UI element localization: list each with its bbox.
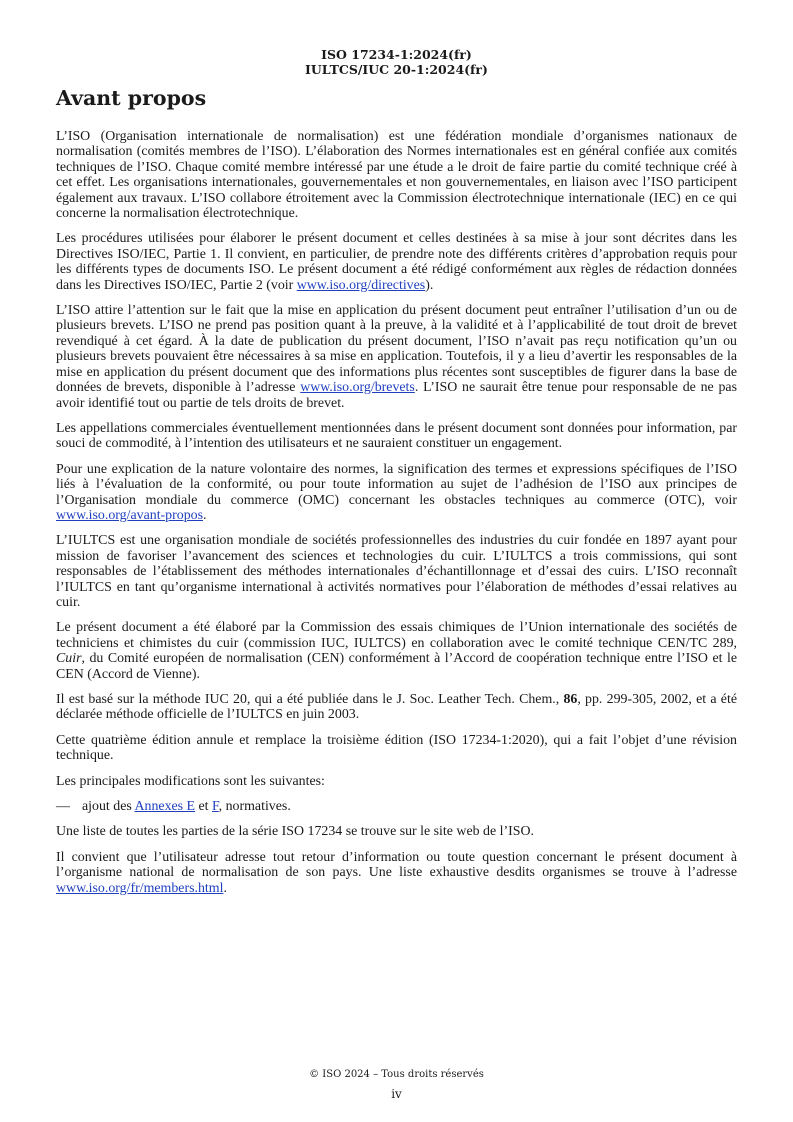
annex-e-link[interactable]: Annexes E (134, 799, 196, 815)
document-header (0, 47, 793, 77)
paragraph-iultcs: L’IULTCS est une organisation mondiale de sociétés professionnelles des industries du cuir fondée en 1897 ayant pour mission de favoriser l’avancement des sciences et technologies du cuir. L’IULTCS a trois commissions, qui sont responsables de l’établissement des méthodes internationales d’échantillonnage et d’essai des cuirs. L’ISO reconnaît l’IULTCS en tant qu’organisme international à activités normatives pour l’élaboration de méthodes d’essai relatives au cuir. (56, 533, 737, 610)
paragraph-voluntary-nature: Pour une explication de la nature volontaire des normes, la signification des termes et expressions spécifiques de l’ISO liés à l’évaluation de la conformité, ou pour toute information au sujet de l’adhésion de l’ISO aux principes de l’Organisation mondiale du commerce (OMC) concernant les obstacles techniques au commerce (OTC), voir www.iso.org/avant-propos. (56, 461, 737, 523)
paragraph-iso-intro: L’ISO (Organisation internationale de normalisation) est une fédération mondiale d’organismes nationaux de normalisation (comités membres de l’ISO). L’élaboration des Normes internationales est en général confiée aux comités techniques de l’ISO. Chaque comité membre intéressé par une étude a le droit de faire partie du comité technique créé à cet effet. Les organisations internationales, gouvernementales et non gouvernementales, en liaison avec l’ISO participent également aux travaux. L’ISO collabore étroitement avec la Commission électrotechnique internationale (IEC) en ce qui concerne la normalisation électrotechnique. (56, 129, 737, 222)
paragraph-based-on: Il est basé sur la méthode IUC 20, qui a été publiée dans le J. Soc. Leather Tech. Chem., 86, pp. 299-305, 2002, et a été déclarée méthode officielle de l’IULTCS en juin 2003. (56, 692, 737, 723)
paragraph-patents: L’ISO attire l’attention sur le fait que la mise en application du présent document peut entraîner l’utilisation d’un ou de plusieurs brevets. L’ISO ne prend pas position quant à la preuve, à la validité et à l’applicabilité de tout droit de brevet revendiqué à cet égard. À la date de publication du présent document, l’ISO n’avait pas reçu notification qu’un ou plusieurs brevets pouvaient être nécessaires à sa mise en application. Toutefois, il y a lieu d’avertir les responsables de la mise en application du présent document que des informations plus récentes sont susceptibles de figurer dans la base de données de brevets, disponible à l’adresse www.iso.org/brevets. L’ISO ne saurait être tenue pour responsable de ne pas avoir identifié tout ou partie de tels droits de brevet. (56, 303, 737, 411)
annex-f-link[interactable]: F (212, 799, 219, 815)
list-dash: — (56, 799, 70, 815)
foreword-body (56, 129, 737, 906)
paragraph-edition: Cette quatrième édition annule et remplace la troisième édition (ISO 17234-1:2020), qui a fait l’objet d’une révision technique. (56, 732, 737, 764)
page-title: Avant propos (56, 86, 207, 110)
patents-link[interactable]: www.iso.org/brevets (300, 380, 415, 396)
page-number: iv (391, 1087, 402, 1101)
foreword-link[interactable]: www.iso.org/avant-propos (56, 507, 203, 523)
paragraph-parts-list: Une liste de toutes les parties de la série ISO 17234 se trouve sur le site web de l’ISO. (56, 824, 534, 840)
list-item: — ajout des Annexes E et F, normatives. (56, 799, 291, 815)
standard-number: ISO 17234-1:2024(fr) (321, 47, 472, 62)
paragraph-changes-intro: Les principales modifications sont les suivantes: (56, 773, 325, 789)
paragraph-procedures: Les procédures utilisées pour élaborer le présent document et celles destinées à sa mise à jour sont décrites dans les Directives ISO/IEC, Partie 1. Il convient, en particulier, de prendre note des différents critères d’approbation requis pour les différents types de documents ISO. Le présent document a été rédigé conformément aux règles de rédaction données dans les Directives ISO/IEC, Partie 2 (voir www.iso.org/directives). (56, 231, 737, 293)
copyright-notice: © ISO 2024 – Tous droits réservés (309, 1069, 484, 1080)
paragraph-prepared-by: Le présent document a été élaboré par la Commission des essais chimiques de l’Union internationale des sociétés de techniciens et chimistes du cuir (commission IUC, IULTCS) en collaboration avec le comité technique CEN/TC 289, Cuir, du Comité européen de normalisation (CEN) conformément à l’Accord de coopération technique entre l’ISO et le CEN (Accord de Vienne). (56, 620, 737, 682)
paragraph-feedback: Il convient que l’utilisateur adresse tout retour d’information ou toute question concernant le présent document à l’organisme national de normalisation de son pays. Une liste exhaustive desdits organismes se trouve à l’adresse www.iso.org/fr/members.html. (56, 849, 737, 896)
iultcs-number: IULTCS/IUC 20-1:2024(fr) (305, 62, 488, 77)
paragraph-trade-names: Les appellations commerciales éventuellement mentionnées dans le présent document sont données pour information, par souci de commodité, à l’intention des utilisateurs et ne sauraient constituer un engagement. (56, 420, 737, 452)
directives-link[interactable]: www.iso.org/directives (296, 277, 426, 293)
members-link[interactable]: www.iso.org/fr/members.html (56, 880, 224, 896)
page-footer (0, 1068, 793, 1101)
